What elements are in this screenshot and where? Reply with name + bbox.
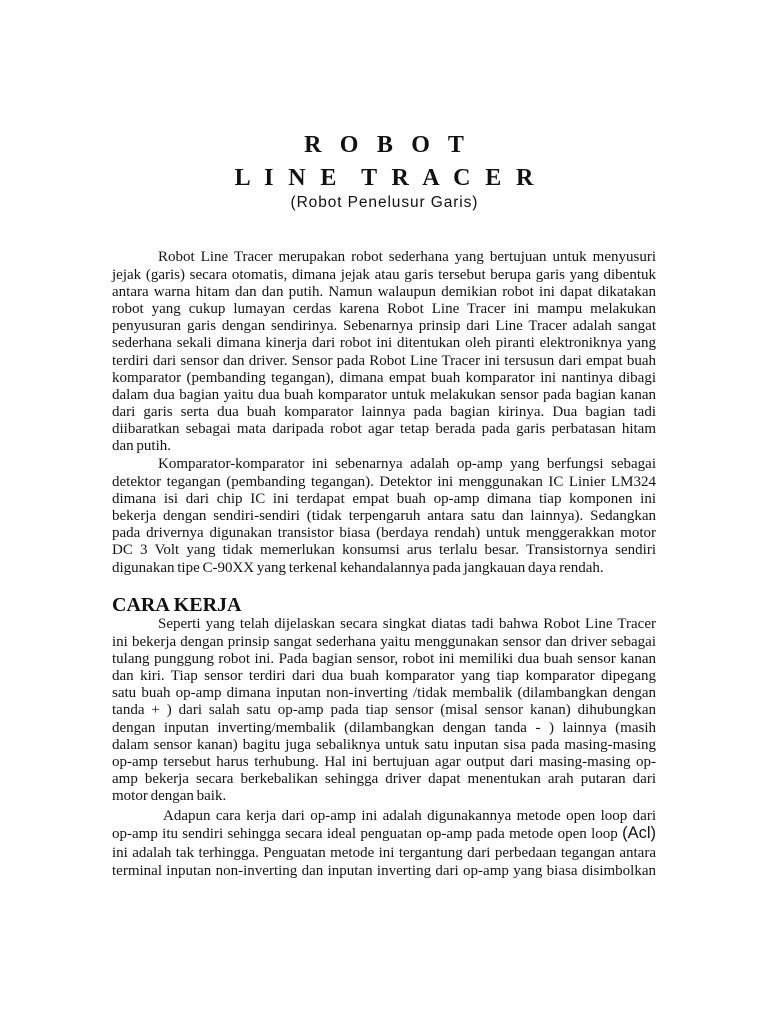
text-line: dan kiri. Tiap sensor terdiri dari dua buah komparator yang tiap komparator dipegang bbox=[112, 667, 656, 684]
text-line: robot yang cukup lumayan cerdas karena Robot Line Tracer ini mampu melakukan bbox=[112, 300, 656, 317]
text-line: tanda + ) dari salah satu op-amp pada tiap sensor (misal sensor kanan) dihubungkan bbox=[112, 702, 656, 719]
text-line: tulang punggung robot ini. Pada bagian sensor, robot ini memiliki dua buah sensor kanan bbox=[112, 650, 656, 667]
text-line: Komparator-komparator ini sebenarnya adalah op-amp yang berfungsi sebagai bbox=[158, 456, 656, 473]
text-line: diibaratkan sebagai mata daripada robot agar tetap berada pada garis perbatasan hitam bbox=[112, 421, 656, 438]
text-line: ini bekerja dengan prinsip sangat sederhana yaitu menggunakan sensor dan driver sebagai bbox=[112, 633, 656, 650]
text-line: dimana isi dari chip IC ini terdapat empat buah op-amp dimana tiap komponen ini bbox=[112, 490, 656, 507]
text-line bbox=[112, 825, 656, 844]
text-line: motor dengan baik. bbox=[112, 788, 227, 805]
text-line: Seperti yang telah dijelaskan secara singkat diatas tadi bahwa Robot Line Tracer bbox=[158, 616, 656, 633]
text-line: ini adalah tak terhingga. Penguatan metode ini tergantung dari perbedaan tegangan antara bbox=[112, 844, 656, 861]
text-line: penyusuran garis dengan sendirinya. Sebenarnya prinsip dari Line Tracer adalah sangat bbox=[112, 318, 656, 335]
text-line: dengan inputan inverting/membalik (dilambangkan dengan tanda - ) lainnya (masih bbox=[112, 719, 656, 736]
text-line: dan putih. bbox=[112, 438, 171, 455]
text-line: pada drivernya digunakan transistor biasa (berdaya rendah) untuk menggerakkan motor bbox=[112, 525, 656, 542]
paragraph-section-1 bbox=[112, 616, 656, 805]
text-line: Robot Line Tracer merupakan robot sederhana yang bertujuan untuk menyusuri bbox=[158, 249, 656, 266]
text-line: Adapun cara kerja dari op-amp ini adalah digunakannya metode open loop dari bbox=[163, 807, 656, 824]
text-line: dalam sensor kanan) bagitu juga sebaliknya untuk satu inputan sisa pada masing-masing bbox=[112, 736, 656, 753]
text-line-segment: op-amp itu sendiri sehingga secara ideal penguatan op-amp pada metode open loop bbox=[112, 826, 618, 843]
text-line: detektor tegangan (pembanding tegangan). Detektor ini menggunakan IC Linier LM324 bbox=[112, 473, 656, 490]
text-line: dalam dua bagian yaitu dua buah komparator untuk melakukan sensor pada bagian kanan bbox=[112, 386, 656, 403]
text-line: satu buah op-amp dimana inputan non-inverting /tidak membalik (dilambangkan dengan bbox=[112, 685, 656, 702]
paragraph-section-2 bbox=[112, 807, 656, 881]
paragraph-intro-2 bbox=[112, 456, 656, 576]
section-heading: CARA KERJA bbox=[112, 594, 242, 616]
text-line: digunakan tipe C-90XX yang terkenal kehandalannya pada jangkauan daya rendah. bbox=[112, 559, 604, 576]
text-line: amp bekerja secara berkebalikan sehingga driver dapat menentukan arah putaran dari bbox=[112, 771, 656, 788]
text-line: bekerja dengan sendiri-sendiri (tidak terpengaruh antara satu dan lainnya). Sedangkan bbox=[112, 507, 656, 524]
text-line: dari garis serta dua buah komparator lainnya pada bagian kirinya. Dua bagian tadi bbox=[112, 404, 656, 421]
paragraph-intro-1 bbox=[112, 249, 656, 455]
text-line: sederhana sekali dimana kinerja dari robot ini ditentukan oleh piranti elektroniknya yang bbox=[112, 335, 656, 352]
text-line: antara warna hitam dan dan putih. Namun walaupun demikian robot ini dapat dikatakan bbox=[112, 283, 656, 300]
text-line: terdiri dari sensor dan driver. Sensor pada Robot Line Tracer ini tersusun dari empat buah bbox=[112, 352, 656, 369]
text-line: DC 3 Volt yang tidak memerlukan konsumsi arus terlalu besar. Transistornya sendiri bbox=[112, 542, 656, 559]
text-line: jejak (garis) secara otomatis, dimana jejak atau garis tersebut berupa garis yang dibentuk bbox=[112, 266, 656, 283]
subtitle: (Robot Penelusur Garis) bbox=[290, 194, 479, 211]
open-loop-gain-symbol: (Acl) bbox=[622, 824, 656, 843]
text-line: komparator (pembanding tegangan), dimana empat buah komparator ini nantinya dibagi bbox=[112, 369, 656, 386]
text-line: op-amp tersebut harus terhubung. Hal ini bertujuan agar output dari masing-masing op- bbox=[112, 753, 656, 770]
title-line-1: R O B O T bbox=[304, 132, 471, 158]
title-line-2: L I N E T R A C E R bbox=[234, 165, 538, 191]
text-line: terminal inputan non-inverting dan inputan inverting dari op-amp yang biasa disimbolkan bbox=[112, 863, 656, 880]
